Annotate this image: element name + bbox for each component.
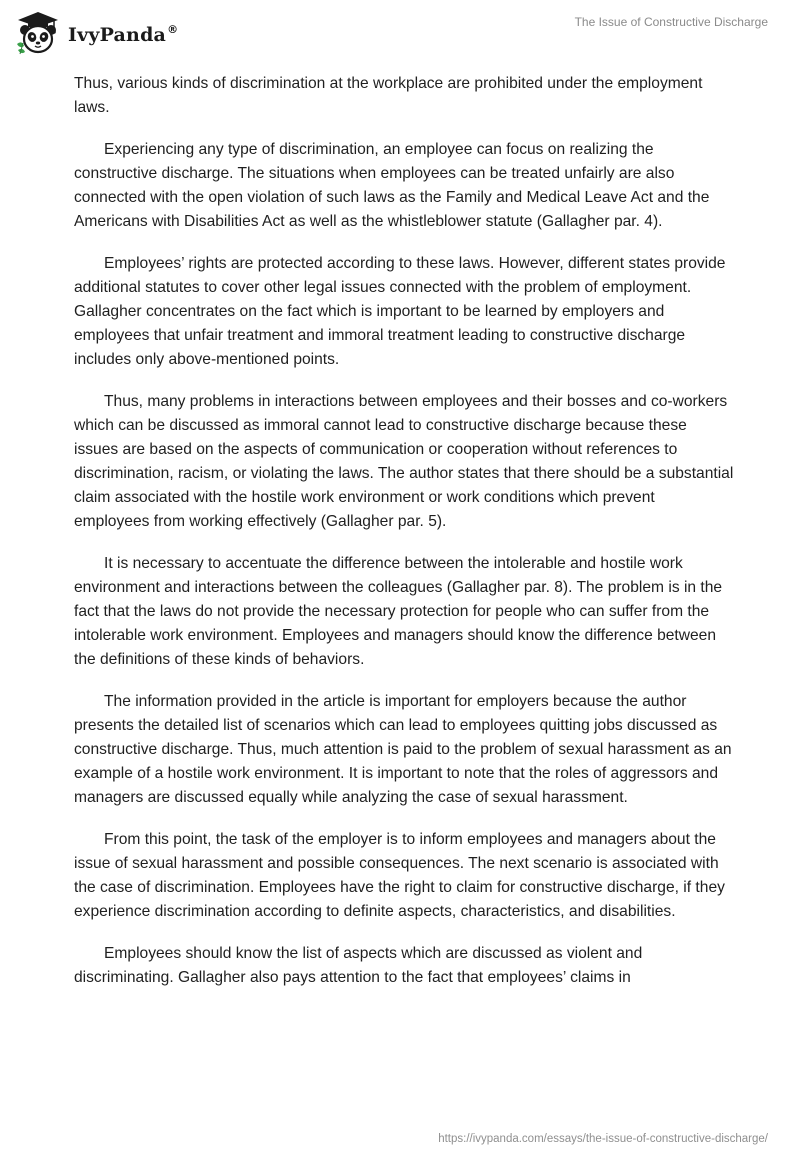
paragraph: Thus, various kinds of discrimination at the workplace are prohibited under the employment laws.: [74, 75, 703, 116]
paragraph: From this point, the task of the employer is to inform employees and managers about the issue of sexual harassment and possible consequences. The next scenario is associated with the case of discrimination. Employees have the right to claim for constructive discharge, if they experience discrimination according to definite aspects, characteristics, and disabilities.: [74, 831, 725, 920]
paragraph: Employees’ rights are protected according to these laws. However, different states provide additional statutes to cover other legal issues connected with the problem of employment. Gallagher concentrates on the fact which is important to be learned by employers and employees that unfair treatment and immoral treatment leading to constructive discharge includes only above-mentioned points.: [74, 255, 726, 368]
document-title: The Issue of Constructive Discharge: [574, 15, 768, 29]
brand-logo[interactable]: [14, 10, 178, 56]
paragraph: Thus, many problems in interactions between employees and their bosses and co-workers which can be discussed as immoral cannot lead to constructive discharge because these issues are based on the aspects of communication or cooperation without references to discrimination, racism, or violating the laws. The author states that there should be a substantial claim associated with the hostile work environment or work conditions which prevent employees from working effectively (Gallagher par. 5).: [74, 393, 734, 530]
paragraph: It is necessary to accentuate the difference between the intolerable and hostile work environment and interactions between the colleagues (Gallagher par. 8). The problem is in the fact that the laws do not provide the necessary protection for people who can suffer from the intolerable work environment. Employees and managers should know the difference between the definitions of these kinds of behaviors.: [74, 555, 723, 668]
panda-graduate-icon: [14, 10, 62, 56]
paragraph: Experiencing any type of discrimination, an employee can focus on realizing the constructive discharge. The situations when employees can be treated unfairly are also connected with the open violation of such laws as the Family and Medical Leave Act and the Americans with Disabilities Act as well as the whistleblower statute (Gallagher par. 4).: [74, 141, 710, 230]
source-url[interactable]: https://ivypanda.com/essays/the-issue-of-constructive-discharge/: [438, 1133, 768, 1145]
brand-name: IvyPanda®: [68, 23, 179, 46]
registered-mark: ®: [167, 23, 179, 36]
essay-body: [74, 72, 734, 1008]
paragraph: The information provided in the article is important for employers because the author presents the detailed list of scenarios which can lead to employees quitting jobs discussed as constructive discharge. Thus, much attention is paid to the problem of sexual harassment as an example of a hostile work environment. It is important to note that the roles of aggressors and managers are discussed equally while analyzing the case of sexual harassment.: [74, 693, 732, 806]
paragraph: Employees should know the list of aspects which are discussed as violent and discriminating. Gallagher also pays attention to the fact that employees’ claims in: [74, 945, 643, 986]
page-header: [0, 0, 800, 62]
